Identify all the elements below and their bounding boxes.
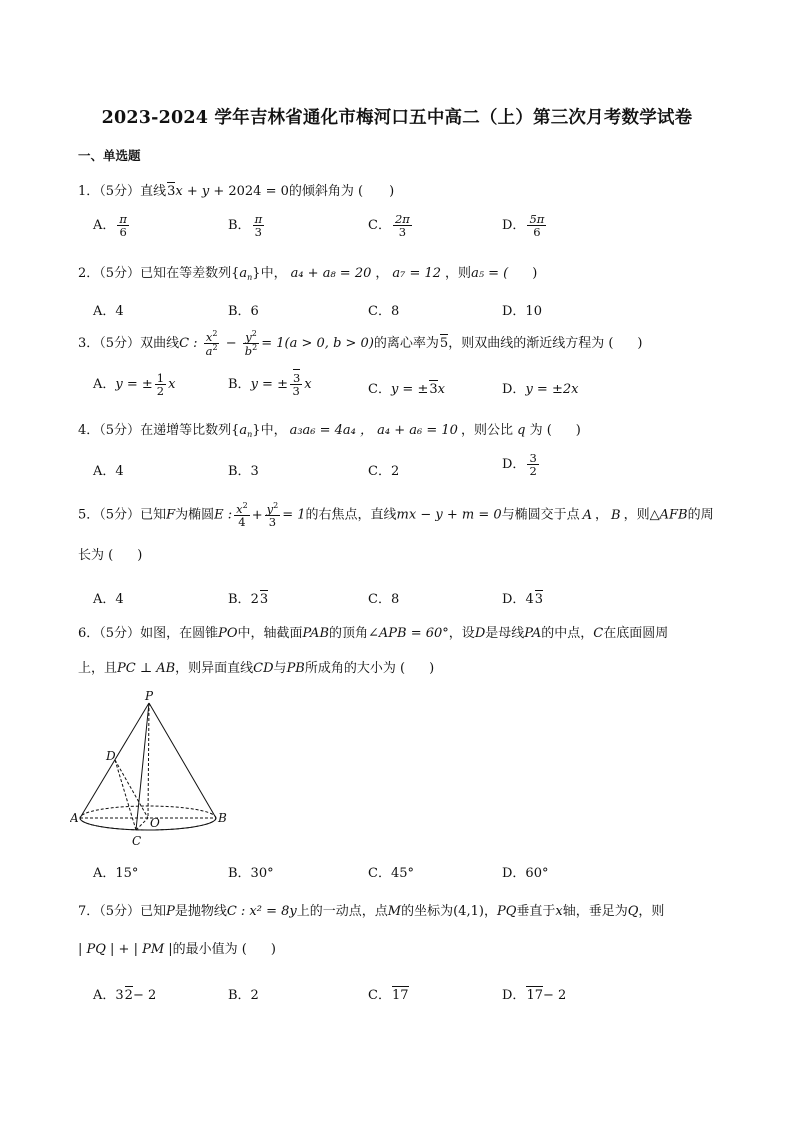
- q5-option-d[interactable]: [502, 588, 543, 607]
- q7-expression: | PQ | + | PM |: [78, 942, 173, 957]
- q4-sequence: $\{a_n\}$: [231, 423, 261, 439]
- q3-opt-a-label: A．: [93, 377, 116, 393]
- q3-option-a[interactable]: A．y = ± $\frac{1}{2}$ x: [93, 371, 176, 399]
- q2-target: a₅ = (: [471, 266, 509, 281]
- q6-text-c: 的顶角: [329, 626, 369, 641]
- q7-M: M: [387, 904, 402, 919]
- q7-option-b[interactable]: B．2: [228, 988, 259, 1003]
- question-5: 5．（5分）已知F为椭圆E : $\frac{x^2}{4}$ + $\frac{y^2}{3}$ = 1的右焦点，直线mx − y + m = 0与椭圆交于点 A ， B ，则△AFB的周: [78, 501, 714, 530]
- q3-text: 双曲线: [140, 336, 180, 352]
- q3-opt-d-text: y = ±2x: [525, 382, 579, 397]
- q5-score: （5分）: [99, 507, 141, 523]
- q6-angle: ∠APB = 60°: [368, 626, 449, 641]
- generatrix-PB: [149, 703, 216, 818]
- q3-opt-c-x: x: [437, 382, 445, 397]
- q6-option-d[interactable]: D．60°: [502, 866, 549, 881]
- q6-text-k: 所成角的大小为 (: [304, 661, 406, 676]
- denominator: 6: [119, 225, 127, 240]
- q4-end: 为 (: [529, 423, 552, 438]
- numerator: 2π: [394, 212, 410, 226]
- section-heading: 一、单选题: [78, 148, 141, 163]
- q5-close: ): [137, 548, 143, 563]
- q7-text-b: 是抛物线: [174, 904, 227, 919]
- q7-score: （5分）: [99, 904, 141, 919]
- axis-PO: [148, 703, 149, 818]
- cone-base-front: [80, 818, 216, 830]
- q6-option-c[interactable]: C．45°: [368, 866, 414, 881]
- q5-line: mx − y + m = 0: [396, 507, 502, 523]
- q7-option-d[interactable]: [502, 984, 566, 1003]
- q2-option-b[interactable]: B．6: [228, 304, 259, 319]
- q7-P: P: [166, 904, 175, 919]
- q5-option-a[interactable]: A．4: [93, 592, 124, 607]
- q6-text-f: 的中点，: [541, 626, 594, 641]
- q7-PQ: PQ: [496, 904, 517, 919]
- q6-PO: PO: [218, 626, 238, 641]
- q4-opt-d-label: D．: [502, 457, 526, 473]
- q5-triangle: △AFB: [649, 507, 688, 523]
- q7-text-f: 垂直于: [516, 904, 556, 919]
- q7-opt-d-label: D．: [502, 988, 526, 1003]
- q6-close: ): [429, 661, 435, 676]
- q4-score: （5分）: [99, 423, 141, 438]
- q2-option-a[interactable]: A．4: [93, 304, 124, 319]
- q5-number: 5．: [78, 507, 100, 523]
- numerator: 3: [529, 451, 537, 465]
- q5-ellipse: $\frac{x^2}{4}$ + $\frac{y^2}{3}$: [236, 501, 279, 530]
- q3-opt-b-label: B．: [228, 377, 251, 393]
- q2-cond2: a₇ = 12: [392, 266, 442, 281]
- numerator: π: [254, 212, 263, 226]
- q3-mid: 的离心率为: [373, 336, 439, 352]
- q5-opt-b-coef: 2: [250, 592, 259, 607]
- exam-title: 2023-2024 学年吉林省通化市梅河口五中高二（上）第三次月考数学试卷: [101, 108, 693, 128]
- q1-option-c[interactable]: [368, 213, 414, 238]
- q6-C: C: [593, 626, 604, 641]
- q5-eq: = 1: [282, 507, 306, 523]
- q6-text-j: 与: [273, 661, 287, 676]
- label-P: P: [145, 690, 154, 703]
- q6-text-a: 如图，在圆锥: [140, 626, 219, 641]
- q5-line2: 长为 (: [78, 548, 114, 563]
- q4-option-c[interactable]: C．2: [368, 464, 400, 479]
- q7-coord: (4,1): [453, 904, 484, 919]
- q5-E: E :: [214, 507, 233, 523]
- q2-text: 已知在等差数列: [140, 266, 232, 281]
- question-3: [78, 330, 643, 357]
- q3-opt-c-root: 3: [429, 382, 438, 397]
- q1-opt-b-frac: [253, 213, 265, 238]
- q6-text-g: 在底面圆周: [603, 626, 669, 641]
- q5-opt-d-coef: 4: [525, 592, 534, 607]
- q3-option-c[interactable]: [368, 378, 445, 397]
- q7-opt-a-root: 2: [124, 988, 133, 1003]
- q5-text: 已知: [140, 507, 167, 523]
- q7-opt-c-label: C．: [368, 988, 391, 1003]
- q5-B: B: [611, 507, 621, 523]
- q4-option-d[interactable]: [502, 452, 541, 477]
- q1-number: 1．: [78, 184, 100, 199]
- q1-opt-d-frac: [527, 213, 546, 238]
- label-B: B: [218, 811, 227, 825]
- q6-D: D: [474, 626, 486, 641]
- numerator: π: [119, 212, 127, 226]
- question-2: 2．（5分）已知在等差数列$\{a_n\}$中， a₄ + a₈ = 20 ， a₇ = 12 ，则a₅ = ( ): [78, 266, 538, 282]
- q7-text-d: 的坐标为: [401, 904, 454, 919]
- question-5-line2: [78, 544, 142, 563]
- q6-score: （5分）: [99, 626, 141, 641]
- q3-option-d[interactable]: [502, 378, 578, 397]
- segment-DC: [115, 760, 136, 830]
- q3-rest: ，则双曲线的渐近线方程为 (: [448, 336, 614, 352]
- q7-x: x: [555, 904, 563, 919]
- q4-number: 4．: [78, 423, 100, 438]
- question-6-line2: [78, 657, 434, 676]
- q1-pre: 直线: [140, 184, 167, 199]
- question-6: [78, 622, 668, 641]
- q7-opt-d-root: 17: [526, 988, 543, 1003]
- q2-close: ): [532, 266, 538, 281]
- q2-ask: ，则: [445, 266, 472, 281]
- q3-close: ): [637, 336, 643, 352]
- q3-opt-c-label: C．: [368, 382, 391, 397]
- q4-option-a[interactable]: A．4: [93, 464, 124, 479]
- q2-mid: 中，: [260, 266, 287, 281]
- q5-A: A: [582, 507, 593, 523]
- q5-opt-d-label: D．: [502, 592, 526, 607]
- q1-equation: 3x + y + 2024 = 0: [167, 184, 289, 199]
- q4-ratio: q: [517, 423, 526, 438]
- q5-end: 的周: [687, 507, 714, 523]
- q3-number: 3．: [78, 336, 100, 352]
- label-D: D: [106, 749, 116, 763]
- q7-parabola: C : x² = 8y: [226, 904, 297, 919]
- q6-option-b[interactable]: B．30°: [228, 866, 274, 881]
- q7-option-c[interactable]: [368, 984, 409, 1003]
- q5-mid: 的右焦点，直线: [305, 507, 397, 523]
- q4-close: ): [575, 423, 581, 438]
- question-1: [78, 180, 394, 199]
- q6-text-e: 是母线: [485, 626, 525, 641]
- q7-text-c: 上的一动点，点: [296, 904, 388, 919]
- q1-option-a[interactable]: [93, 213, 131, 238]
- q7-opt-a-coef: 3: [115, 988, 124, 1003]
- q7-text-h: ，则: [638, 904, 665, 919]
- q5-rest: 与椭圆交于点: [501, 507, 580, 523]
- q5-opt-b-root: 3: [259, 592, 269, 607]
- q5-then: ，则: [623, 507, 650, 523]
- q5-option-c[interactable]: C．8: [368, 592, 400, 607]
- q7-opt-c-root: 17: [391, 988, 409, 1003]
- q3-eccentricity: 5: [439, 336, 449, 352]
- q3-option-b[interactable]: B．y = ± $\frac{3}{3}$ x: [228, 371, 312, 399]
- q6-text-d: ，设: [448, 626, 475, 641]
- q2-option-d[interactable]: D．10: [502, 304, 542, 319]
- q3-hyperbola: C : $\frac{x^2}{a^2}$ − $\frac{y^2}{b^2}$: [179, 329, 258, 359]
- q3-opt-d-label: D．: [502, 382, 526, 397]
- q1-score: （5分）: [99, 184, 141, 199]
- q7-text-i: 的最小值为 (: [172, 942, 247, 957]
- q6-PAB: PAB: [302, 626, 329, 641]
- q4-condition: a₃a₆ = 4a₄ ， a₄ + a₆ = 10: [289, 423, 458, 438]
- label-C: C: [132, 834, 142, 848]
- q5-opt-d-root: 3: [534, 592, 543, 607]
- cone-figure: [70, 690, 240, 850]
- q3-score: （5分）: [99, 336, 141, 352]
- q3-opt-c-text: y = ±: [390, 382, 429, 397]
- denominator: 3: [398, 225, 407, 240]
- denominator: 6: [533, 225, 541, 240]
- denominator: 2: [529, 464, 537, 479]
- q6-PB: PB: [286, 661, 305, 676]
- q1-opt-a-label: A．: [93, 218, 116, 234]
- q7-opt-a-minus: − 2: [132, 988, 157, 1003]
- q2-score: （5分）: [99, 266, 141, 281]
- q6-PA: PA: [524, 626, 542, 641]
- q6-CD: CD: [253, 661, 274, 676]
- q7-Q: Q: [627, 904, 639, 919]
- q1-opt-d-label: D．: [502, 218, 526, 234]
- label-A: A: [70, 811, 79, 825]
- q6-text-i: ，则异面直线: [175, 661, 254, 676]
- q2-sequence: $\{a_n\}$: [231, 266, 261, 282]
- q1-opt-b-label: B．: [228, 218, 251, 234]
- q4-mid: 中，: [260, 423, 287, 438]
- q4-text: 在递增等比数列: [140, 423, 232, 438]
- segment-CO: [136, 818, 148, 830]
- q4-rest: ，则公比: [460, 423, 513, 438]
- q2-number: 2．: [78, 266, 100, 281]
- q6-option-a[interactable]: A．15°: [93, 866, 139, 881]
- q7-text-e: ，: [483, 904, 497, 919]
- q7-number: 7．: [78, 904, 100, 919]
- q7-opt-d-minus: − 2: [542, 988, 567, 1003]
- question-4: [78, 419, 581, 439]
- q5-F: F: [166, 507, 176, 523]
- q1-opt-c-label: C．: [368, 218, 391, 234]
- q5-is: 为椭圆: [175, 507, 215, 523]
- q6-text-b: 中，轴截面: [237, 626, 303, 641]
- q7-close: ): [270, 942, 276, 957]
- q3-condition: = 1(a > 0, b > 0): [261, 336, 374, 352]
- q7-option-a[interactable]: [93, 984, 156, 1003]
- q1-option-b[interactable]: [228, 213, 266, 238]
- q5-option-b[interactable]: [228, 588, 268, 607]
- question-7: [78, 900, 664, 919]
- q6-number: 6．: [78, 626, 100, 641]
- q1-option-d[interactable]: [502, 213, 548, 238]
- q6-perp: PC ⊥ AB: [117, 661, 176, 676]
- numerator: 5π: [529, 212, 545, 226]
- q1-close: ): [389, 184, 395, 199]
- q5-opt-b-label: B．: [228, 592, 251, 607]
- q1-opt-a-frac: [117, 213, 129, 238]
- q7-opt-a-label: A．: [93, 988, 116, 1003]
- question-7-line2: [78, 938, 276, 957]
- label-O: O: [150, 816, 160, 830]
- q2-option-c[interactable]: C．8: [368, 304, 400, 319]
- q1-post: 的倾斜角为 (: [288, 184, 364, 199]
- denominator: 3: [254, 225, 262, 240]
- segment-DO: [115, 760, 148, 818]
- q6-text-h: 上，且: [78, 661, 118, 676]
- q7-text-g: 轴，垂足为: [562, 904, 628, 919]
- q7-text-a: 已知: [140, 904, 167, 919]
- q4-option-b[interactable]: B．3: [228, 464, 259, 479]
- q1-opt-c-frac: [393, 213, 412, 238]
- q2-cond1: a₄ + a₈ = 20: [290, 266, 372, 281]
